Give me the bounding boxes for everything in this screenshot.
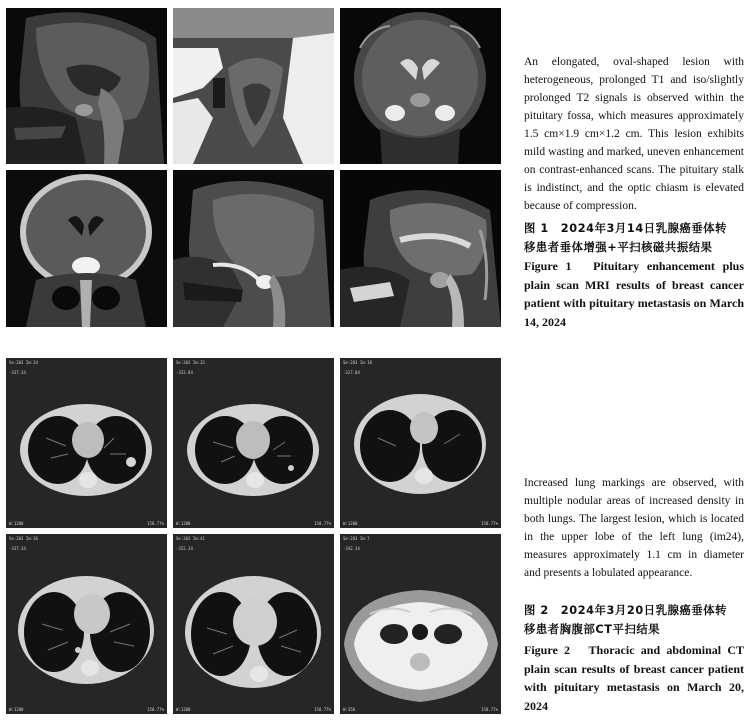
ct-hu-value: -322.84: [176, 370, 193, 375]
mri-panel-coronal-zoom: [173, 8, 334, 164]
ct-series-label: Se:203 Im:24: [9, 360, 38, 365]
ct-window-label: W:1200: [176, 521, 191, 526]
mri-panel-coronal-t2: [340, 8, 501, 164]
mri-panel-coronal-t1-contrast: [6, 170, 167, 327]
figure2-caption-chinese-line1: 图 2 2024年3月20日乳腺癌垂体转: [524, 604, 728, 617]
ct-panel-lung-1: [6, 358, 167, 528]
figure1-caption-chinese: [524, 219, 744, 257]
ct-panel-mediastinum: [340, 534, 501, 714]
figure2-caption-english: Figure 2 Thoracic and abdominal CT plain scan results of breast cancer patient with pituitary metastasis on March 20, 2024: [524, 643, 744, 713]
figure1-caption-english: Figure 1 Pituitary enhancement plus plain scan MRI results of breast cancer patient with pituitary metastasis on March 14, 2024: [524, 259, 744, 329]
figure1-caption-chinese-line2: 移患者垂体增强+平扫核磁共振结果: [524, 241, 713, 254]
ct-window-label: W:1200: [9, 521, 24, 526]
figure2-image-grid: [6, 358, 501, 714]
ct-panel-lung-2: [173, 358, 334, 528]
figure2-description: Increased lung markings are observed, with multiple nodular areas of increased density in both lungs. The largest lesion, which is located in the upper lobe of the left lung (im24), measures approximately 1.1 cm in diameter and presents a lobulated appearance.: [524, 477, 744, 579]
ct-series-label: Se:203 Im:36: [9, 536, 38, 541]
ct-window-label: W:1200: [9, 707, 24, 712]
figure2-caption-chinese-line2: 移患者胸腹部CT平扫结果: [524, 623, 661, 636]
ct-hu-value: -352.34: [176, 546, 193, 551]
mri-panel-sagittal-t1-contrast: [173, 170, 334, 327]
figure2-caption-chinese: [524, 601, 744, 639]
figure1-image-grid: [6, 8, 501, 327]
ct-panel-lung-3: [340, 358, 501, 528]
ct-zoom-label: 158.77%: [314, 707, 331, 712]
ct-zoom-label: 158.77%: [481, 707, 498, 712]
ct-window-label: W:1200: [176, 707, 191, 712]
mri-panel-sagittal-t1: [6, 8, 167, 164]
ct-hu-value: -327.84: [343, 370, 360, 375]
mri-panel-sagittal-t2: [340, 170, 501, 327]
ct-hu-value: -342.34: [343, 546, 360, 551]
figure1-caption-chinese-line1: 图 1 2024年3月14日乳腺癌垂体转: [524, 222, 728, 235]
ct-series-label: Se:203 Im:41: [176, 536, 205, 541]
ct-panel-lung-5: [173, 534, 334, 714]
ct-window-label: W:1200: [343, 521, 358, 526]
ct-zoom-label: 158.77%: [147, 707, 164, 712]
ct-hu-value: -337.34: [9, 546, 26, 551]
ct-zoom-label: 158.77%: [481, 521, 498, 526]
ct-series-label: Se:203 Im:7: [343, 536, 370, 541]
ct-zoom-label: 158.77%: [314, 521, 331, 526]
ct-window-label: W:350: [343, 707, 356, 712]
ct-zoom-label: 158.77%: [147, 521, 164, 526]
figure1-description: An elongated, oval-shaped lesion with heterogeneous, prolonged T1 and iso/slightly prolonged T2 signals is observed within the pituitary fossa, which measures approximately 1.5 cm×1.9 cm×1.2 cm. This lesion exhibits mild wasting and marked, uneven enhancement on contrast-enhanced scans. The pituitary stalk is indistinct, and the optic chiasm is elevated because of compression.: [524, 56, 744, 212]
ct-series-label: Se:203 Im:32: [176, 360, 205, 365]
ct-hu-value: -337.34: [9, 370, 26, 375]
ct-series-label: Se:203 Im:18: [343, 360, 372, 365]
ct-panel-lung-4: [6, 534, 167, 714]
